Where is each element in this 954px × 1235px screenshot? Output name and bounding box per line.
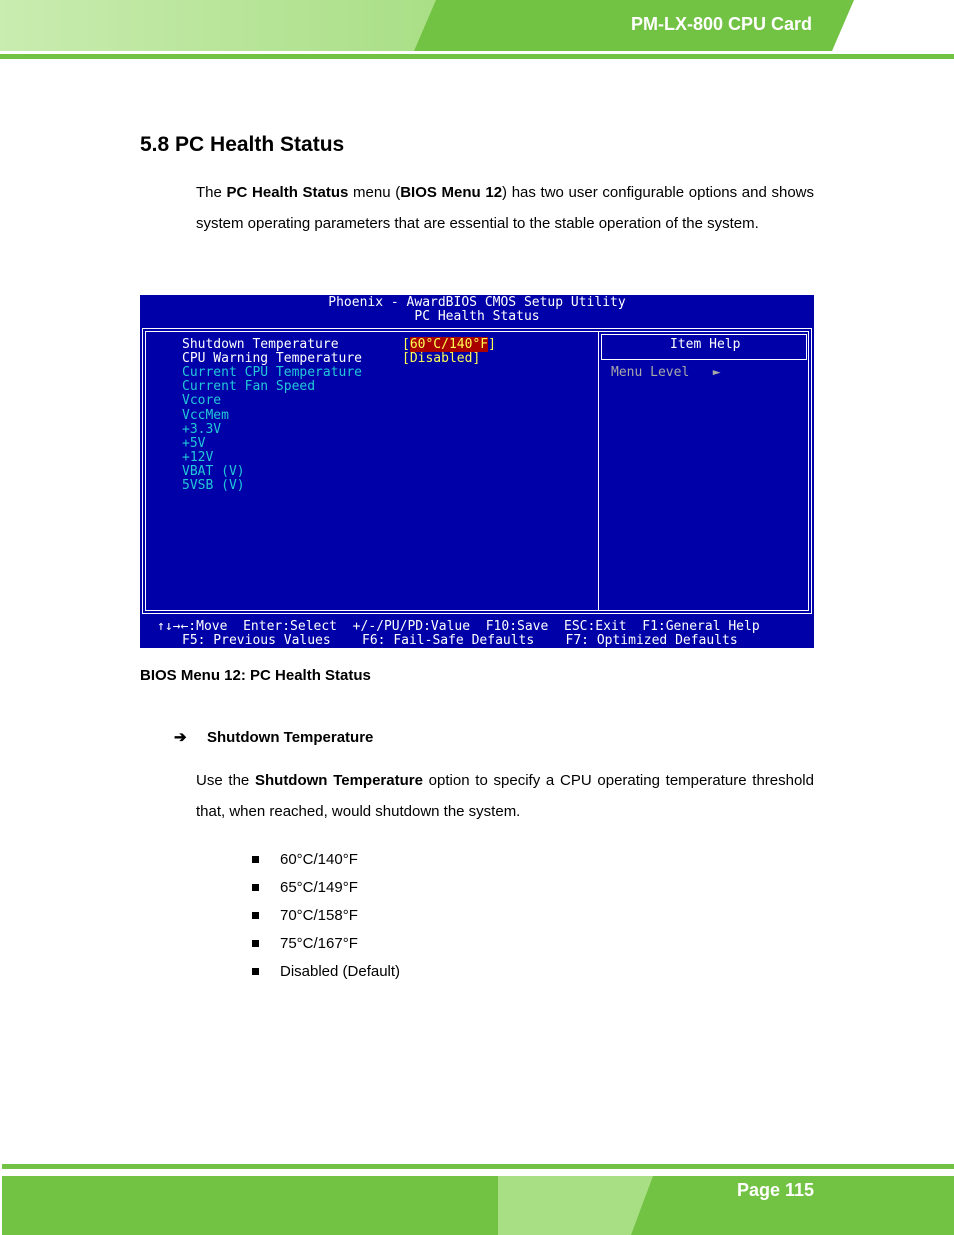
list-item: 65°C/149°F: [252, 878, 400, 906]
bios-item-label: Current Fan Speed: [182, 379, 316, 395]
bios-footer-defaults: F5: Previous Values F6: Fail-Safe Defaults F7: Optimized Defaults: [182, 633, 738, 648]
figure-caption: BIOS Menu 12: PC Health Status: [140, 667, 371, 684]
option-heading: [174, 728, 373, 746]
bios-item-value[interactable]: [60°C/140°F]: [402, 337, 496, 352]
square-bullet-icon: [252, 856, 259, 863]
bios-item-label: Current CPU Temperature: [182, 365, 363, 381]
bios-item-label[interactable]: CPU Warning Temperature: [182, 351, 363, 367]
bios-item-label: +3.3V: [182, 421, 222, 437]
bios-subtitle: PC Health Status: [414, 309, 540, 324]
footer-rule: [2, 1164, 954, 1169]
bios-footer-keys: ↑↓→←:Move Enter:Select +/-/PU/PD:Value F10:Save ESC:Exit F1:General Help: [157, 619, 760, 634]
bios-item-value[interactable]: [Disabled]: [402, 351, 481, 367]
header-title: PM-LX-800 CPU Card: [630, 14, 812, 34]
arrow-right-icon: ➔: [174, 729, 187, 746]
square-bullet-icon: [252, 912, 259, 919]
bios-item-label: VccMem: [182, 407, 229, 423]
list-item: Disabled (Default): [252, 962, 400, 990]
option-description: Use the Shutdown Temperature option to specify a CPU operating temperature threshold that, when reached, would shutdown the system.: [196, 772, 814, 820]
intro-paragraph: The PC Health Status menu (BIOS Menu 12) has two user configurable options and shows system operating parameters that are essential to the stable operation of the system.: [196, 184, 815, 232]
list-item: 75°C/167°F: [252, 934, 400, 962]
bios-divider: [598, 331, 599, 611]
header-rule: [0, 54, 954, 59]
bios-item-label: +12V: [182, 449, 214, 465]
menu-level-text: Menu Level ►: [611, 365, 721, 380]
page-number: Page 115: [736, 1180, 814, 1200]
option-choices: [252, 850, 400, 990]
footer-band-light: [498, 1176, 653, 1235]
option-title: Shutdown Temperature: [207, 729, 374, 746]
square-bullet-icon: [252, 884, 259, 891]
bios-item-label: Vcore: [182, 393, 222, 409]
section-title: 5.8 PC Health Status: [140, 133, 345, 156]
square-bullet-icon: [252, 968, 259, 975]
header-band-light: [0, 0, 460, 51]
list-item: 60°C/140°F: [252, 850, 400, 878]
bios-item-label: VBAT (V): [182, 463, 245, 479]
bios-screenshot: [140, 295, 814, 648]
bios-item-label: 5VSB (V): [182, 478, 245, 493]
item-help-title: Item Help: [670, 337, 741, 352]
bios-item-label[interactable]: Shutdown Temperature: [182, 337, 339, 352]
bios-item-label: +5V: [182, 435, 206, 451]
bios-title: Phoenix - AwardBIOS CMOS Setup Utility: [328, 295, 626, 310]
page-header: [0, 0, 954, 62]
list-item: 70°C/158°F: [252, 906, 400, 934]
square-bullet-icon: [252, 940, 259, 947]
